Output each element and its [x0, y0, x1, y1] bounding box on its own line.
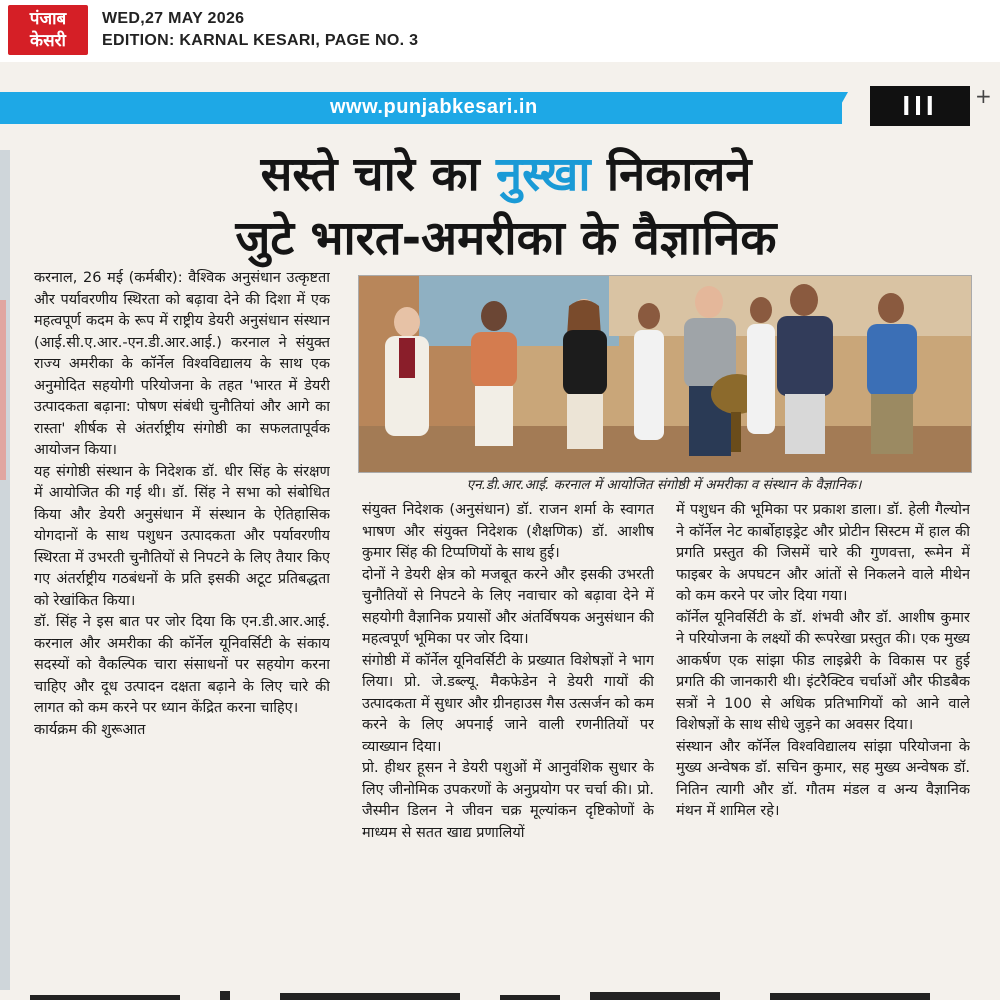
- edition-line: EDITION: KARNAL KESARI, PAGE NO. 3: [102, 32, 419, 49]
- logo-line-1: पंजाब: [29, 9, 67, 29]
- punjab-kesari-logo: [8, 5, 88, 55]
- masthead: [0, 0, 1000, 62]
- adjacent-article-edge-accent: [0, 300, 6, 480]
- group-photo-illustration: [359, 276, 971, 472]
- article-headline: [36, 143, 976, 271]
- next-headline-cutoff: [30, 986, 980, 1000]
- page-mark: III: [870, 86, 970, 126]
- headline-part-2: निकालने: [590, 147, 752, 202]
- headline-line-2: जुटे भारत-अमरीका के वैज्ञानिक: [235, 211, 777, 266]
- article-column-1: करनाल, 26 मई (कर्मबीर): वैश्विक अनुसंधान उत्कृष्टता और पर्यावरणीय स्थिरता को बढ़ावा देने की दिशा में एक महत्वपूर्ण कदम के रूप में राष्ट्रीय डेयरी अनुसंधान संस्थान (आई.सी.ए.आर.-एन.डी.आर.आई.) करनाल ने संयुक्त राज्य अमरीका के कॉर्नेल विश्वविद्यालय के साथ एक अनुमोदित सहयोगी परियोजना के तहत 'भारत में डेयरी उत्पादकता बढ़ाना: पोषण संबंधी चुनौतियां और आगे का रास्ता' शीर्षक से अंतर्राष्ट्रीय संगोष्ठी का सफलतापूर्वक आयोजन किया। यह संगोष्ठी संस्थान के निदेशक डॉ. धीर सिंह के संरक्षण में आयोजित की गई थी। डॉ. सिंह ने सभा को संबोधित किया और डेयरी अनुसंधान में संस्थान के ऐतिहासिक योगदानों के साथ पशुधन उत्पादकता और पर्यावरणीय स्थिरता में उभरती चुनौतियों से निपटने के लिए तैयार किए गए अंतर्राष्ट्रीय गठबंधनों के प्रति इसकी अटूट प्रतिबद्धता को रेखांकित किया। डॉ. सिंह ने इस बात पर जोर दिया कि एन.डी.आर.आई. करनाल और अमरीका की कॉर्नेल यूनिवर्सिटी के संकाय सदस्यों को वैकल्पिक चारा संसाधनों पर सहयोग करना चाहिए और दूध उत्पादन दक्षता बढ़ाने के लिए चारे की लागत को कम करने पर ध्यान केंद्रित करना चाहिए। कार्यक्रम की शुरूआत: [34, 270, 330, 738]
- photo-caption: एन.डी.आर.आई. करनाल में आयोजित संगोष्ठी में अमरीका व संस्थान के वैज्ञानिक।: [466, 477, 862, 493]
- article-column-3: में पशुधन की भूमिका पर प्रकाश डाला। डॉ. हेली गैल्योन ने कॉर्नेल नेट कार्बोहाइड्रेट और प्रोटीन सिस्टम में हाल की प्रगति प्रस्तुत की जिसमें चारे की गुणवत्ता, रूमेन में फाइबर के अपघटन और आंतों से निकलने वाले मीथेन को कम करने पर जोर दिया गया। कॉर्नेल यूनिवर्सिटी के डॉ. शंभवी और डॉ. आशीष कुमार ने परियोजना के लक्ष्यों की रूपरेखा प्रस्तुत की। एक मुख्य आकर्षण एक सांझा फीड लाइब्रेरी के विकास पर हुई प्रगति की जानकारी थी। इंटरैक्टिव चर्चाओं और फीडबैक सत्रों ने 100 से अधिक प्रतिभागियों को आने वाले विशेषज्ञों के साथ सीधे जुड़ने का अवसर दिया। संस्थान और कॉर्नेल विश्वविद्यालय सांझा परियोजना के मुख्य अन्वेषक डॉ. सचिन कुमार, सह मुख्य अन्वेषक डॉ. नितिन त्यागी और डॉ. गौतम मंडल व अन्य वैज्ञानिक मंथन में शामिल रहे।: [676, 502, 970, 819]
- date-line: WED,27 MAY 2026: [102, 10, 245, 27]
- website-url: www.punjabkesari.in: [330, 96, 538, 118]
- adjacent-article-edge: [0, 150, 10, 990]
- banner-slant: [830, 92, 848, 124]
- edition-info: [102, 8, 418, 52]
- article-column-2: संयुक्त निदेशक (अनुसंधान) डॉ. राजन शर्मा के स्वागत भाषण और संयुक्त निदेशक (शैक्षणिक) डॉ. आशीष कुमार सिंह की टिप्पणियों के साथ हुई। दोनों ने डेयरी क्षेत्र को मजबूत करने और इसकी उभरती चुनौतियों से निपटने के लिए नवाचार को बढ़ावा देने में सहयोगी वैज्ञानिक प्रयासों और अंतर्विषयक अनुसंधान की महत्वपूर्ण भूमिका पर जोर दिया। संगोष्ठी में कॉर्नेल यूनिवर्सिटी के प्रख्यात विशेषज्ञों ने भाग लिया। प्रो. जे.डब्ल्यू. मैकफेडेन ने डेयरी गायों की उत्पादकता में सुधार और ग्रीनहाउस गैस उत्सर्जन को कम करने के लिए अपनाई जाने वाली रणनीतियों पर व्याख्यान दिया। प्रो. हीथर हूसन ने डेयरी पशुओं में आनुवंशिक सुधार के लिए जीनोमिक उपकरणों के अनुप्रयोग पर चर्चा की। प्रो. जैस्मीन डिलन ने जीवन चक्र मूल्यांकन दृष्टिकोणों के माध्यम से सतत खाद्य प्रणालियों: [362, 502, 654, 841]
- headline-line-1: [36, 143, 976, 207]
- headline-part-1: सस्ते चारे का: [260, 147, 497, 202]
- article-photo: [358, 275, 972, 473]
- next-headline-strokes: [30, 987, 980, 1000]
- headline-highlight: नुस्खा: [496, 147, 591, 202]
- crosshair-icon: +: [975, 84, 992, 108]
- logo-line-2: केसरी: [30, 31, 66, 51]
